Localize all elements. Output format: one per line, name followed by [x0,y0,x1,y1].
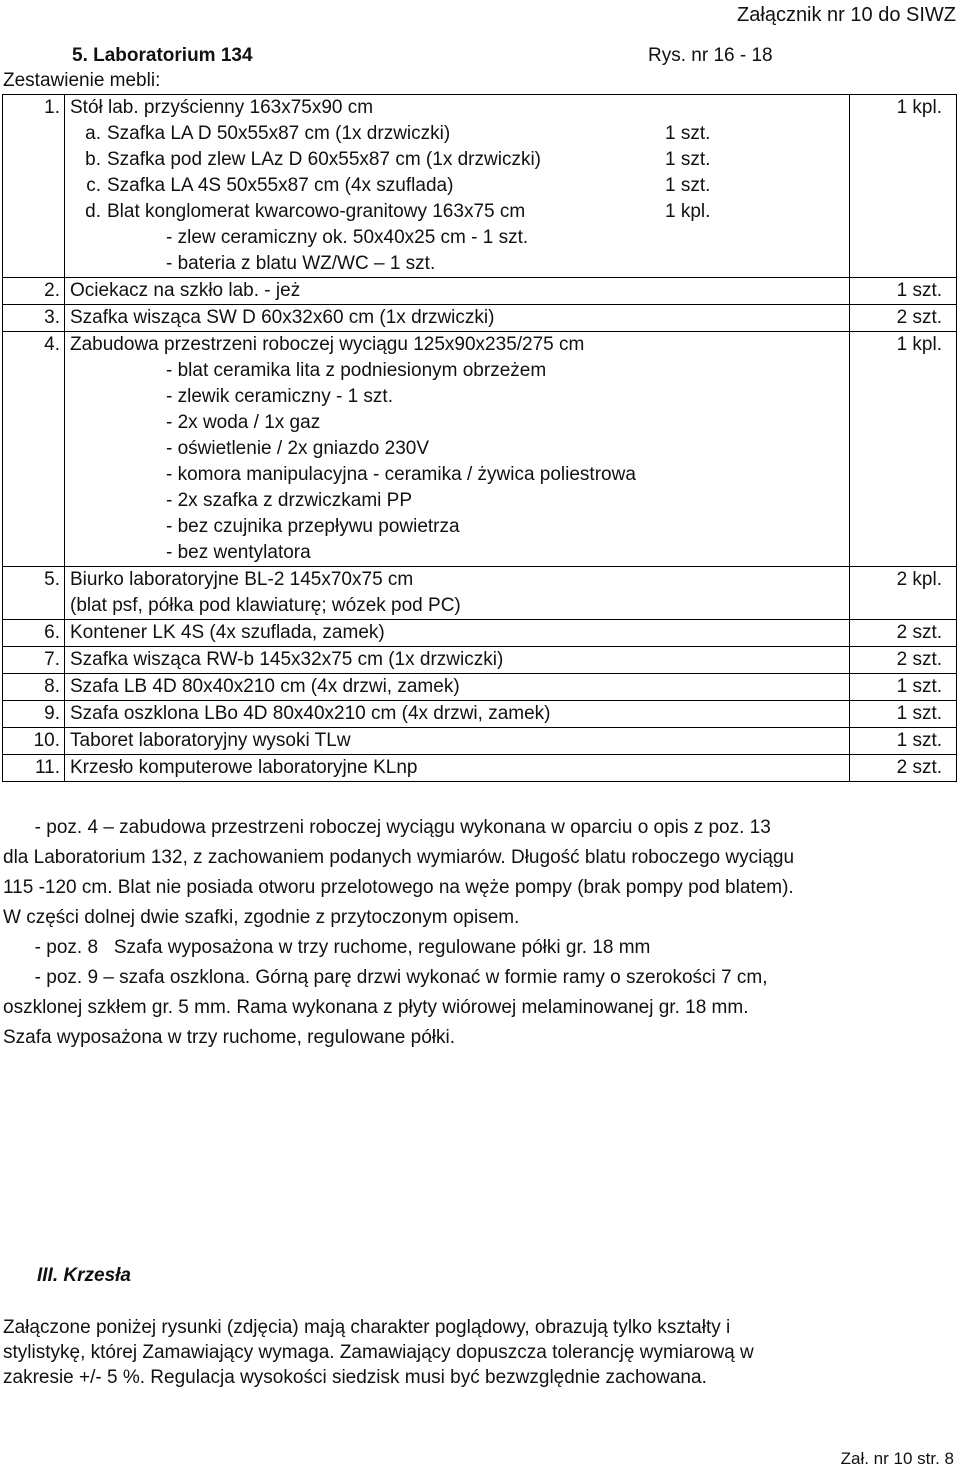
item-note: - oświetlenie / 2x gniazdo 230V [166,438,429,459]
subitem-letter: a. [85,123,101,144]
item-text: Stół lab. przyścienny 163x75x90 cm [70,97,374,118]
table-row [3,755,957,782]
note-line: 115 -120 cm. Blat nie posiada otworu przelotowego na węże pompy (brak pompy pod blatem). [3,877,794,898]
notes-block [3,813,956,1053]
item-note: - bez czujnika przepływu powietrza [166,516,460,537]
item-description: Szafa LB 4D 80x40x210 cm (4x drzwi, zamek) [65,674,850,701]
item-number: 1. [3,95,65,278]
subitem-letter: c. [86,175,101,196]
table-row [3,620,957,647]
table-row [3,647,957,674]
item-note: - zlewik ceramiczny - 1 szt. [166,386,393,407]
item-description: Taboret laboratoryjny wysoki TLw [65,728,850,755]
section-paragraph [3,1315,956,1390]
item-number: 9. [3,701,65,728]
subitem [70,199,849,225]
table-row [3,278,957,305]
item-note: - bez wentylatora [166,542,311,563]
item-note: - 2x szafka z drzwiczkami PP [166,490,412,511]
item-description [65,95,850,278]
subitem-text: Blat konglomerat kwarcowo-granitowy 163x75 cm [107,201,526,222]
subitem [70,173,849,199]
item-number: 7. [3,647,65,674]
subitem-text: Szafka LA 4S 50x55x87 cm (4x szuflada) [107,175,454,196]
subitem-qty: 1 szt. [665,149,711,170]
item-description: Krzesło komputerowe laboratoryjne KLnp [65,755,850,782]
item-description [65,567,850,620]
drawing-reference: Rys. nr 16 - 18 [648,45,773,66]
item-description: Kontener LK 4S (4x szuflada, zamek) [65,620,850,647]
item-description: Ociekacz na szkło lab. - jeż [65,278,850,305]
item-quantity: 1 szt. [850,701,957,728]
subitem-qty: 1 kpl. [665,201,711,222]
item-number: 10. [3,728,65,755]
item-note: - 2x woda / 1x gaz [166,412,321,433]
item-number: 2. [3,278,65,305]
subitem-qty: 1 szt. [665,123,711,144]
attachment-header: Załącznik nr 10 do SIWZ [737,4,956,26]
table-row [3,701,957,728]
item-number: 5. [3,567,65,620]
subitem [70,147,849,173]
furniture-table [2,94,957,782]
item-number: 4. [3,332,65,567]
section-subtitle: Zestawienie mebli: [3,70,161,91]
item-note: - blat ceramika lita z podniesionym obrzeżem [166,360,547,381]
table-row [3,95,957,278]
item-note: - zlew ceramiczny ok. 50x40x25 cm - 1 szt. [166,227,529,248]
paragraph-line: Załączone poniżej rysunki (zdjęcia) mają charakter poglądowy, obrazują tylko kształty i [3,1317,731,1338]
subitem-letter: b. [85,149,101,170]
table-row [3,567,957,620]
item-text: Zabudowa przestrzeni roboczej wyciągu 125x90x235/275 cm [70,334,585,355]
table-row [3,332,957,567]
item-description [65,332,850,567]
paragraph-line: zakresie +/- 5 %. Regulacja wysokości siedzisk musi być bezwzględnie zachowana. [3,1367,707,1388]
item-text-continued: (blat psf, półka pod klawiaturę; wózek pod PC) [70,595,461,616]
note-line: - poz. 8 Szafa wyposażona w trzy ruchome, regulowane półki gr. 18 mm [3,937,651,958]
item-note: - bateria z blatu WZ/WC – 1 szt. [166,253,436,274]
section-heading: III. Krzesła [37,1265,131,1286]
item-quantity: 1 szt. [850,278,957,305]
item-note: - komora manipulacyjna - ceramika / żywica poliestrowa [166,464,636,485]
note-line: Szafa wyposażona w trzy ruchome, regulowane półki. [3,1027,456,1048]
note-line: W części dolnej dwie szafki, zgodnie z przytoczonym opisem. [3,907,520,928]
table-row [3,674,957,701]
item-quantity: 2 kpl. [850,567,957,620]
paragraph-line: stylistykę, której Zamawiający wymaga. Zamawiający dopuszcza tolerancję wymiarową w [3,1342,754,1363]
item-quantity: 1 szt. [850,728,957,755]
item-number: 8. [3,674,65,701]
note-line: - poz. 4 – zabudowa przestrzeni roboczej wyciągu wykonana w oparciu o opis z poz. 13 [3,817,771,838]
item-quantity: 2 szt. [850,755,957,782]
subitem-text: Szafka pod zlew LAz D 60x55x87 cm (1x drzwiczki) [107,149,541,170]
subitem-letter: d. [85,201,101,222]
item-quantity: 2 szt. [850,647,957,674]
item-quantity: 2 szt. [850,305,957,332]
item-text: Biurko laboratoryjne BL-2 145x70x75 cm [70,569,414,590]
table-row [3,728,957,755]
item-quantity: 1 kpl. [850,95,957,278]
note-line: dla Laboratorium 132, z zachowaniem podanych wymiarów. Długość blatu roboczego wyciągu [3,847,795,868]
subitem-qty: 1 szt. [665,175,711,196]
subitem-text: Szafka LA D 50x55x87 cm (1x drzwiczki) [107,123,451,144]
item-quantity: 2 szt. [850,620,957,647]
item-number: 3. [3,305,65,332]
item-number: 11. [3,755,65,782]
item-description: Szafka wisząca RW-b 145x32x75 cm (1x drzwiczki) [65,647,850,674]
item-description: Szafka wisząca SW D 60x32x60 cm (1x drzwiczki) [65,305,850,332]
subitem [70,121,849,147]
section-title: 5. Laboratorium 134 [72,45,253,66]
item-quantity: 1 szt. [850,674,957,701]
item-quantity: 1 kpl. [850,332,957,567]
note-line: oszklonej szkłem gr. 5 mm. Rama wykonana z płyty wiórowej melaminowanej gr. 18 mm. [3,997,749,1018]
item-number: 6. [3,620,65,647]
page-footer: Zał. nr 10 str. 8 [840,1449,954,1468]
note-line: - poz. 9 – szafa oszklona. Górną parę drzwi wykonać w formie ramy o szerokości 7 cm, [3,967,768,988]
table-row [3,305,957,332]
item-description: Szafa oszklona LBo 4D 80x40x210 cm (4x drzwi, zamek) [65,701,850,728]
